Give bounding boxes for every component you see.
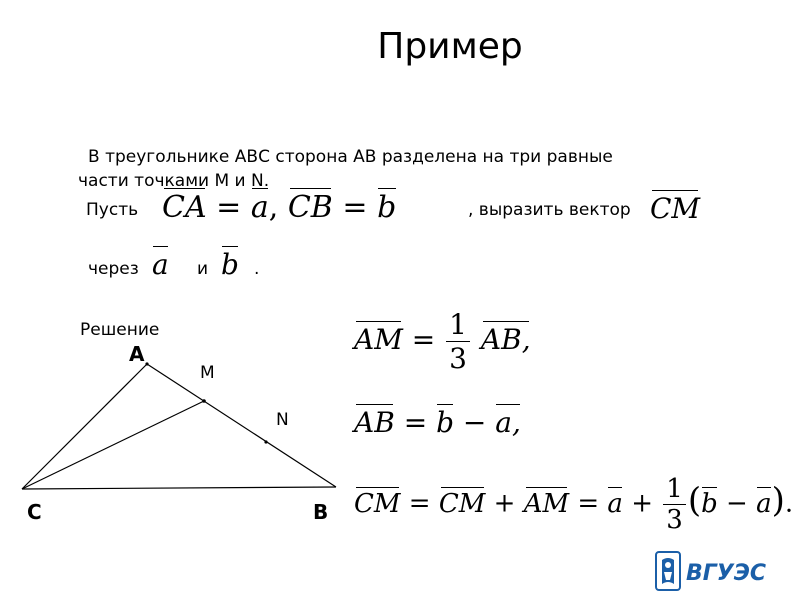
minus-sign: − [462,406,487,439]
equation-AB [354,406,521,439]
vector-CM: CM [650,192,701,225]
vertex-C-label: C [27,500,42,524]
logo-text: ВГУЭС [686,561,767,586]
vector-CM: CM [354,488,401,519]
minus-sign: − [726,488,748,519]
problem-and-word: и [197,259,209,279]
vector-b: b [436,406,455,439]
vector-a: a [152,248,169,281]
vertex-B-label: B [313,500,329,524]
vector-AM: AM [354,323,403,356]
vector-AB: AB [354,406,395,439]
problem-text-line-2: части точками M и N. [78,171,270,191]
vector-CB: CB [287,190,333,225]
period: . [784,488,794,519]
vector-a: a [756,488,772,519]
problem-text-line-1: В треугольнике АВС сторона АВ разделена на три равные [88,147,613,167]
vector-b: b [701,488,718,519]
page-title: Пример [377,26,523,67]
comma: , [268,190,279,225]
equation-CM [354,474,793,535]
equals-sign: = [342,190,368,225]
vector-AM: AM [523,488,570,519]
university-logo [654,550,776,592]
equals-sign: = [408,488,431,519]
problem-express-text: , выразить вектор [468,200,631,220]
vector-CM: CM [438,488,486,519]
equals-sign: = [216,190,242,225]
equals-sign: = [403,406,428,439]
vector-b: b [221,248,239,281]
fraction-one-third: $\frac{1}{3}$ [446,308,470,375]
close-paren: ) [771,480,785,521]
equals-sign: = [577,488,600,519]
equals-sign: = [411,323,436,356]
vector-a: a, [495,406,521,439]
vector-b: b [377,190,397,225]
problem-let-word: Пусть [86,200,139,220]
vector-a: a [250,190,269,225]
point-M-label: M [200,363,215,383]
fraction-one-third: $\frac{1}{3}$ [663,474,686,535]
plus-sign: + [493,488,516,519]
vector-AB: AB, [480,323,531,356]
vector-CA: CA [162,190,207,225]
plus-sign: + [631,488,653,519]
vector-a: a [607,488,623,519]
solution-heading: Решение [80,320,160,340]
equation-AM [354,308,531,375]
vertex-A-label: A [129,342,145,366]
problem-via-word: через [88,259,139,279]
open-paren: ( [687,480,702,521]
point-N-label: N [276,410,289,430]
problem-period: . [254,259,260,279]
